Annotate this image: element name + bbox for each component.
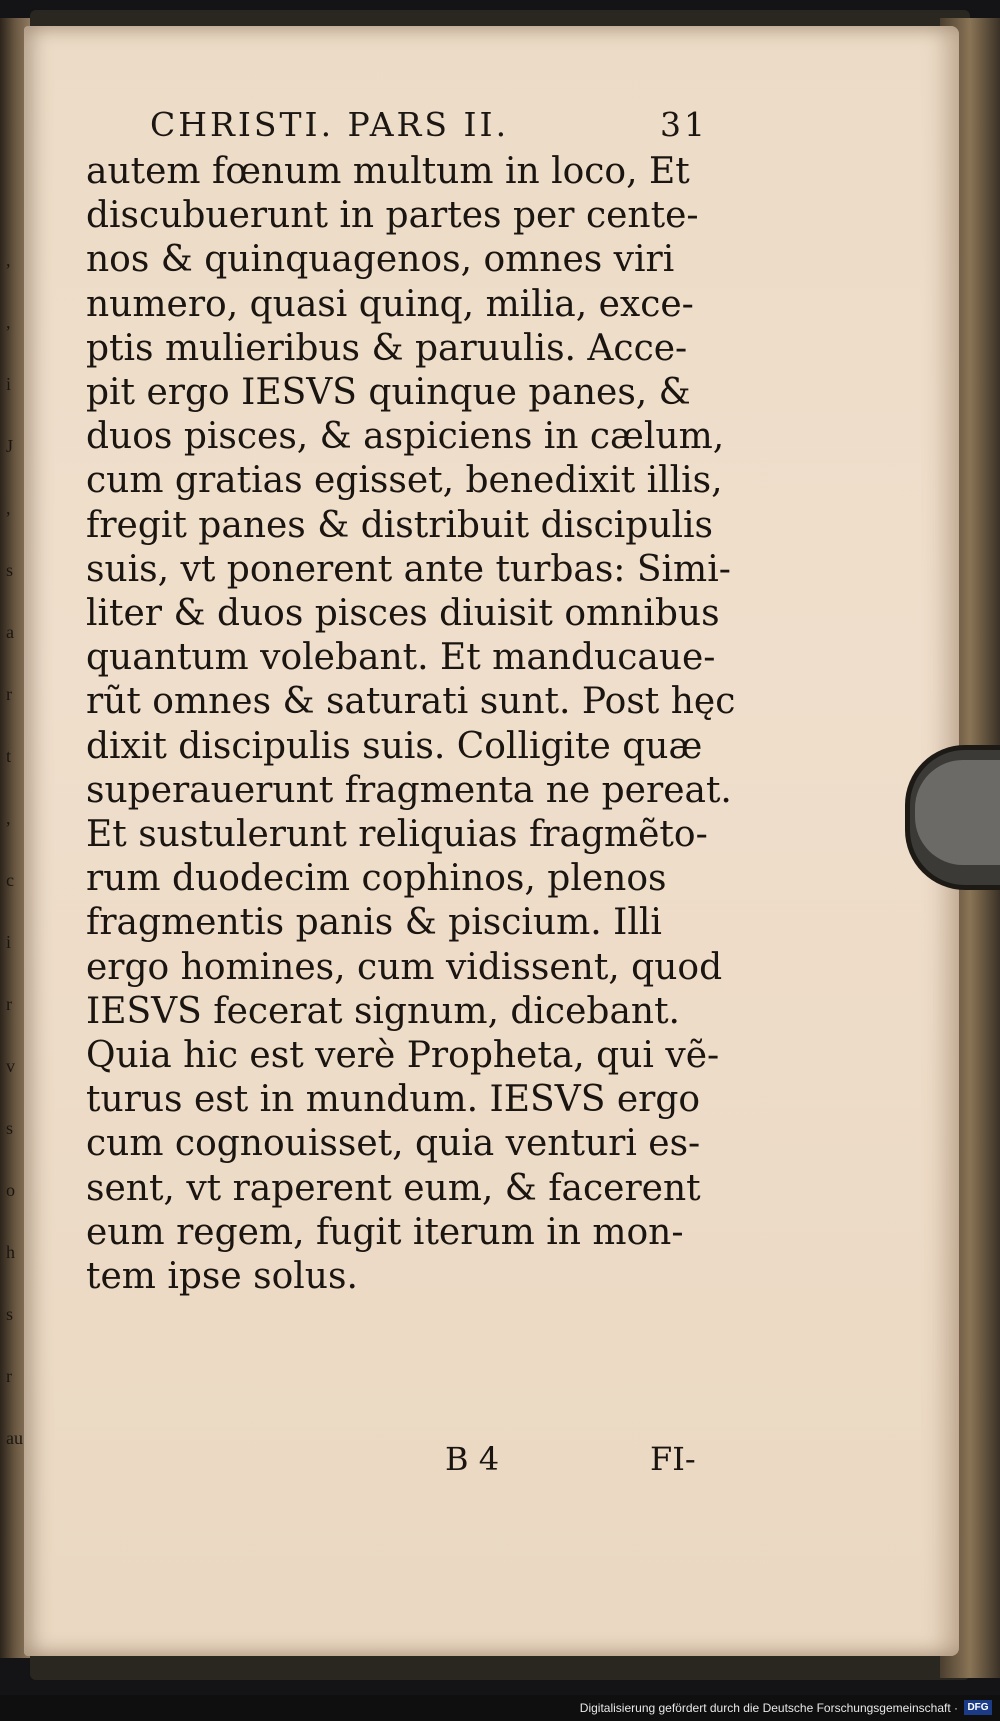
main-text [86, 150, 736, 1299]
left-page-fragment: s [6, 560, 14, 580]
left-page-fragment: , [6, 498, 11, 518]
text-line: sent, vt raperent eum, & facerent [86, 1167, 701, 1209]
text-line: cum cognouisset, quia venturi es- [86, 1123, 701, 1165]
left-page-fragment: v [6, 1056, 15, 1076]
text-line: discubuerunt in partes per cente- [86, 195, 699, 237]
text-line: quantum volebant. Et manducaue- [86, 637, 716, 679]
left-page-fragment: s [6, 1118, 14, 1138]
left-page-fragment: r [6, 1366, 12, 1386]
digitization-credit-bar [0, 1695, 1000, 1721]
left-page-fragment: s [6, 1304, 14, 1324]
text-line: rum duodecim cophinos, plenos [86, 858, 667, 900]
left-page-fragment: r [6, 994, 12, 1014]
text-line: duos pisces, & aspiciens in cælum, [86, 416, 725, 458]
text-line: rũt omnes & saturati sunt. Post hęc [86, 681, 736, 723]
running-title: CHRISTI. PARS II. [150, 105, 510, 144]
text-line: autem fœnum multum in loco, Et [86, 151, 690, 192]
credit-text: Digitalisierung gefördert durch die Deutsche Forschungsgemeinschaft · [579, 1701, 958, 1715]
text-line: dixit discipulis suis. Colligite quæ [86, 725, 703, 767]
text-line: turus est in mundum. IESVS ergo [86, 1079, 701, 1121]
text-line: tem ipse solus. [86, 1256, 358, 1298]
text-line: Quia hic est verè Propheta, qui vẽ- [86, 1035, 720, 1077]
left-page-fragment: , [6, 312, 11, 332]
text-line: liter & duos pisces diuisit omnibus [86, 593, 720, 635]
text-line: Et sustulerunt reliquias fragmẽto- [86, 814, 708, 856]
text-line: ergo homines, cum vidissent, quod [86, 946, 723, 988]
text-line: eum regem, fugit iterum in mon- [86, 1211, 684, 1253]
left-page-fragment: o [6, 1180, 15, 1200]
left-page-fragment: c [6, 870, 14, 890]
text-line: pit ergo IESVS quinque panes, & [86, 372, 691, 414]
signature-mark: B 4 [445, 1440, 500, 1478]
catchword: FI- [650, 1440, 696, 1478]
text-line: IESVS fecerat signum, dicebant. [86, 990, 680, 1032]
text-line: fregit panes & distribuit discipulis [86, 504, 714, 546]
text-line: fragmentis panis & piscium. Illi [86, 902, 662, 944]
left-page-fragment: r [6, 684, 12, 704]
book-clasp-inner [915, 760, 1000, 865]
left-page-fragment: J [6, 436, 14, 456]
page-number: 31 [660, 105, 708, 144]
left-page-fragment: au [6, 1428, 23, 1448]
dfg-logo: DFG [964, 1700, 992, 1715]
text-line: nos & quinquagenos, omnes viri [86, 239, 675, 281]
left-page-fragment: , [6, 250, 11, 270]
text-line: suis, vt ponerent ante turbas: Simi- [86, 548, 731, 590]
left-page-fragment: i [6, 932, 12, 952]
text-line: superauerunt fragmenta ne pereat. [86, 769, 732, 811]
text-line: ptis mulieribus & paruulis. Acce- [86, 327, 688, 369]
text-line: cum gratias egisset, benedixit illis, [86, 460, 723, 502]
left-page-fragment: i [6, 374, 12, 394]
text-line: numero, quasi quinq, milia, exce- [86, 283, 694, 325]
left-page-fragment: t [6, 746, 12, 766]
left-page-fragment: , [6, 808, 11, 828]
page-footer [445, 1440, 735, 1480]
left-page-fragment: a [6, 622, 14, 642]
left-page-fragment: h [6, 1242, 15, 1262]
